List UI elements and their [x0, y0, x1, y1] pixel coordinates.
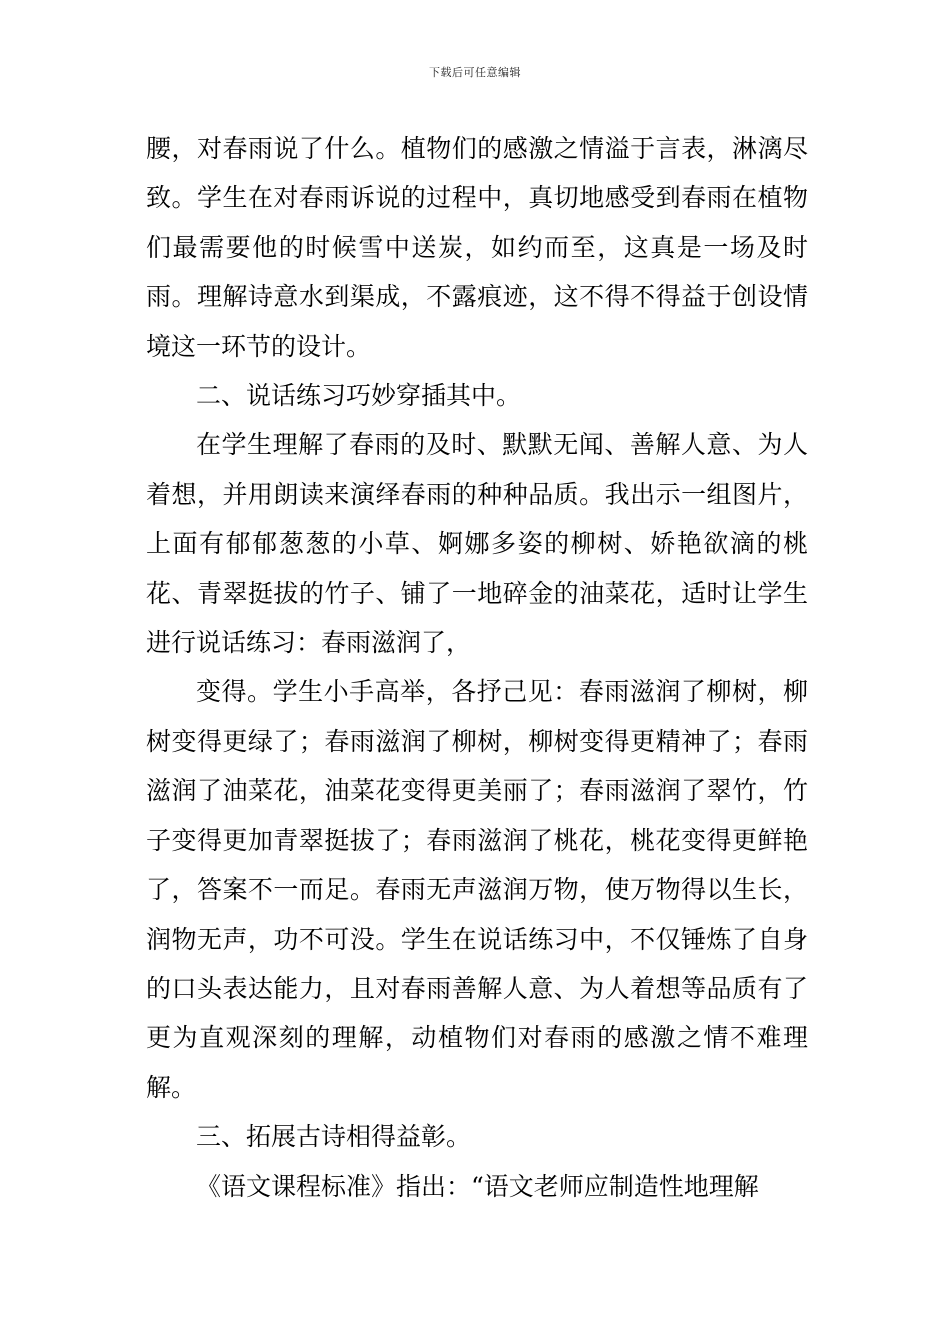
document-body	[146, 124, 808, 1211]
section-heading-2: 二、说话练习巧妙穿插其中。	[196, 381, 522, 411]
page-header-note: 下载后可任意编辑	[429, 66, 521, 79]
paragraph: 在学生理解了春雨的及时、默默无闻、善解人意、为人着想，并用朗读来演绎春雨的种种品质。我出示一组图片，上面有郁郁葱葱的小草、婀娜多姿的柳树、娇艳欲滴的桃花、青翠挺拔的竹子、铺了一地碎金的油菜花，适时让学生进行说话练习：春雨滋润了，	[146, 430, 808, 658]
paragraph: 变得。学生小手高举，各抒己见：春雨滋润了柳树，柳树变得更绿了；春雨滋润了柳树，柳树变得更精神了；春雨滋润了油菜花，油菜花变得更美丽了；春雨滋润了翠竹，竹子变得更加青翠挺拔了；春雨滋润了桃花，桃花变得更鲜艳了，答案不一而足。春雨无声滋润万物，使万物得以生长，润物无声，功不可没。学生在说话练习中，不仅锤炼了自身的口头表达能力，且对春雨善解人意、为人着想等品质有了更为直观深刻的理解，动植物们对春雨的感激之情不难理解。	[146, 677, 808, 1102]
section-heading-3: 三、拓展古诗相得益彰。	[196, 1122, 472, 1152]
paragraph-continuation: 腰，对春雨说了什么。植物们的感激之情溢于言表，淋漓尽致。学生在对春雨诉说的过程中，真切地感受到春雨在植物们最需要他的时候雪中送炭，如约而至，这真是一场及时雨。理解诗意水到渠成，不露痕迹，这不得不得益于创设情境这一环节的设计。	[146, 134, 808, 361]
paragraph: 《语文课程标准》指出：“语文老师应制造性地理解	[196, 1171, 759, 1201]
